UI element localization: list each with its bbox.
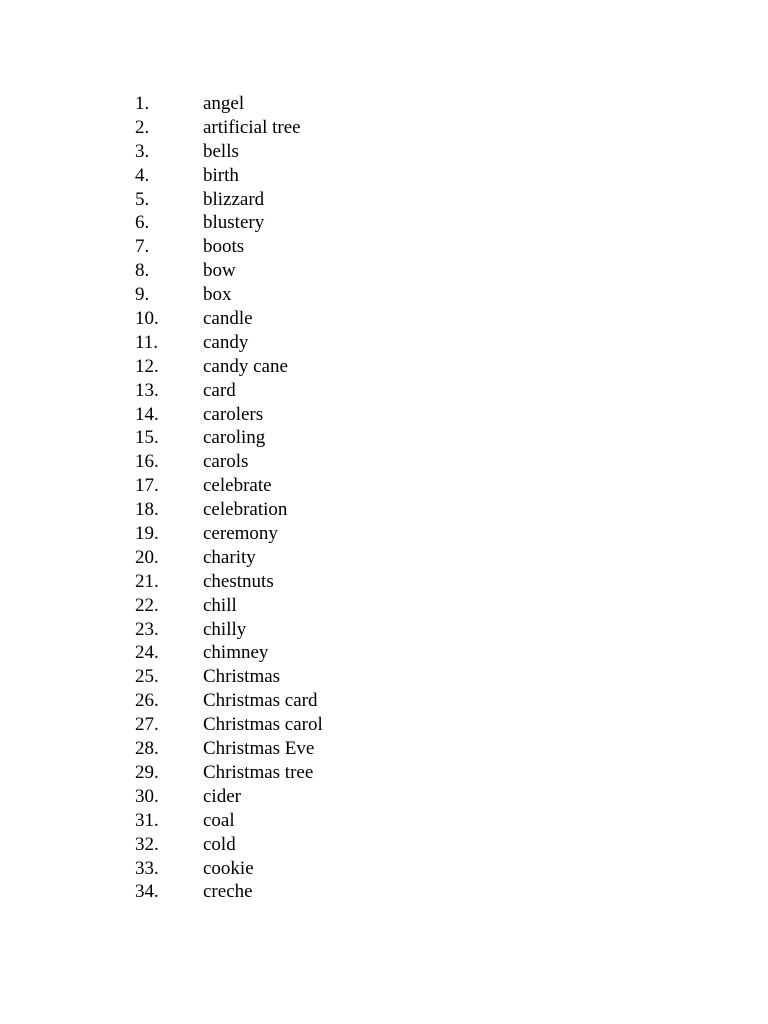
list-item <box>135 259 323 283</box>
list-item-word: candy <box>203 331 249 353</box>
list-item <box>135 498 323 522</box>
list-item <box>135 594 323 618</box>
list-item-number: 6. <box>135 212 150 234</box>
list-item-word: caroling <box>203 427 266 449</box>
list-item <box>135 140 323 164</box>
list-item-word: chill <box>203 594 237 616</box>
list-item-word: celebrate <box>203 475 272 497</box>
list-item-word: angel <box>203 93 245 114</box>
list-item-word: coal <box>203 809 235 831</box>
list-item <box>135 737 323 761</box>
list-item-word: chestnuts <box>203 570 274 592</box>
list-item-word: Christmas tree <box>203 761 314 783</box>
list-item <box>135 379 323 403</box>
list-item <box>135 761 323 785</box>
list-item <box>135 92 323 116</box>
list-item-number: 29. <box>135 761 159 783</box>
list-item <box>135 283 323 307</box>
list-item-number: 7. <box>135 236 150 258</box>
list-item <box>135 689 323 713</box>
list-item <box>135 426 323 450</box>
list-item <box>135 785 323 809</box>
list-item-word: Christmas <box>203 666 281 688</box>
list-item-number: 15. <box>135 427 159 449</box>
list-item-number: 32. <box>135 833 159 855</box>
list-item-word: candle <box>203 308 253 330</box>
list-item-word: Christmas Eve <box>203 738 315 760</box>
list-item-number: 25. <box>135 666 159 688</box>
list-item <box>135 570 323 594</box>
list-item-word: candy cane <box>203 355 288 377</box>
list-item <box>135 355 323 379</box>
list-item <box>135 809 323 833</box>
list-item-number: 34. <box>135 881 159 903</box>
list-item-number: 10. <box>135 308 159 330</box>
list-item-number: 31. <box>135 809 159 831</box>
list-item <box>135 235 323 259</box>
list-item-number: 3. <box>135 140 150 162</box>
list-item-word: cold <box>203 833 236 855</box>
list-item-number: 20. <box>135 546 159 568</box>
list-item-word: carolers <box>203 403 264 425</box>
list-item <box>135 833 323 857</box>
list-item <box>135 188 323 212</box>
list-item-word: celebration <box>203 499 288 521</box>
list-item-number: 13. <box>135 379 159 401</box>
list-item-number: 8. <box>135 260 150 282</box>
list-item-number: 4. <box>135 164 150 186</box>
list-item-word: Christmas card <box>203 690 318 712</box>
list-item-word: ceremony <box>203 523 278 545</box>
list-item-word: blustery <box>203 212 265 234</box>
list-item-number: 16. <box>135 451 159 473</box>
list-item-number: 22. <box>135 594 159 616</box>
list-item-number: 1. <box>135 93 150 114</box>
list-item-number: 33. <box>135 857 159 879</box>
list-item-number: 24. <box>135 642 159 664</box>
list-item <box>135 474 323 498</box>
list-item <box>135 211 323 235</box>
list-item-number: 27. <box>135 714 159 736</box>
list-item-word: Christmas carol <box>203 714 323 736</box>
list-item-word: bells <box>203 140 239 162</box>
list-item-number: 21. <box>135 570 159 592</box>
word-list <box>135 92 323 904</box>
list-item-number: 12. <box>135 355 159 377</box>
list-item <box>135 618 323 642</box>
list-item <box>135 665 323 689</box>
list-item-number: 19. <box>135 523 159 545</box>
list-item <box>135 857 323 881</box>
list-item-word: cookie <box>203 857 254 879</box>
list-item <box>135 331 323 355</box>
list-item-number: 11. <box>135 331 159 353</box>
list-item-number: 26. <box>135 690 159 712</box>
list-item <box>135 307 323 331</box>
list-item-number: 18. <box>135 499 159 521</box>
list-item-word: bow <box>203 260 236 282</box>
list-item-number: 23. <box>135 618 159 640</box>
list-item-word: carols <box>203 451 249 473</box>
list-item-word: card <box>203 379 236 401</box>
list-item-word: boots <box>203 236 245 258</box>
list-item-number: 30. <box>135 785 159 807</box>
list-item-word: birth <box>203 164 239 186</box>
list-item-word: creche <box>203 881 253 903</box>
list-item <box>135 546 323 570</box>
list-item-number: 28. <box>135 738 159 760</box>
list-item <box>135 641 323 665</box>
list-item-number: 2. <box>135 116 150 138</box>
list-item-number: 5. <box>135 188 150 210</box>
list-item-word: box <box>203 284 232 306</box>
list-item-number: 9. <box>135 284 150 306</box>
list-item <box>135 164 323 188</box>
list-item <box>135 403 323 427</box>
list-item <box>135 880 323 904</box>
list-item-word: charity <box>203 546 256 568</box>
list-item-word: chilly <box>203 618 247 640</box>
list-item-word: chimney <box>203 642 269 664</box>
list-item-number: 17. <box>135 475 159 497</box>
list-item-number: 14. <box>135 403 159 425</box>
list-item <box>135 116 323 140</box>
list-item <box>135 713 323 737</box>
list-item-word: cider <box>203 785 241 807</box>
list-item-word: blizzard <box>203 188 265 210</box>
list-item-word: artificial tree <box>203 116 301 138</box>
list-item <box>135 522 323 546</box>
list-item <box>135 450 323 474</box>
